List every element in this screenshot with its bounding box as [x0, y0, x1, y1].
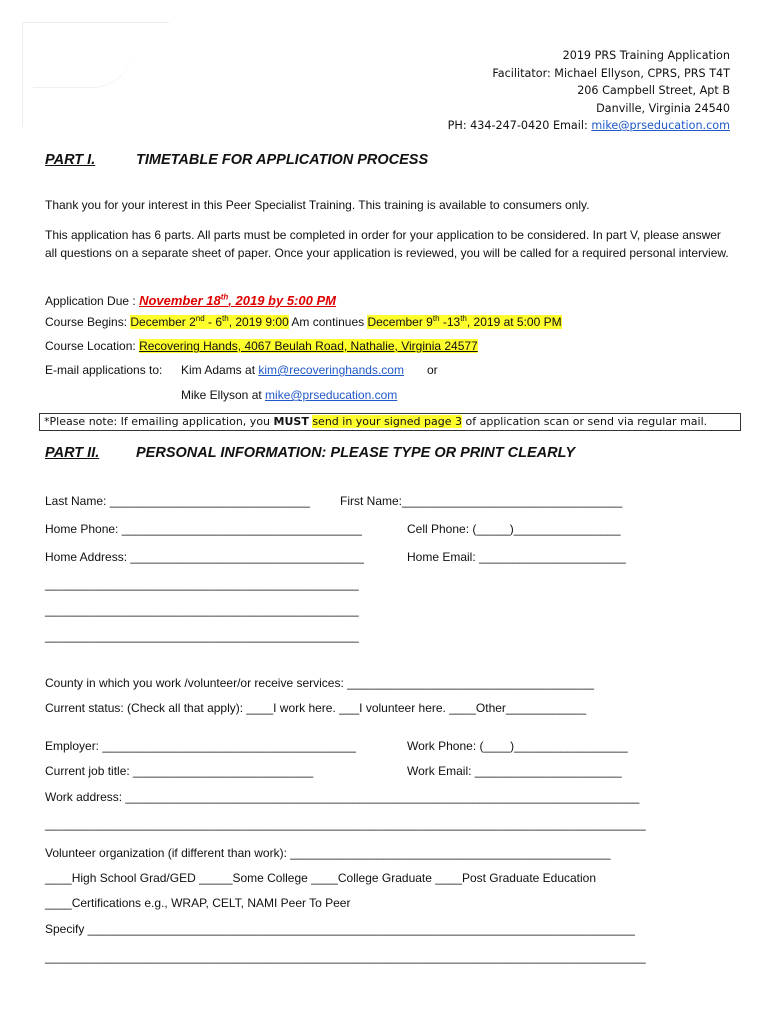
begins-e: -13 — [439, 315, 461, 329]
home-phone-field[interactable]: Home Phone: ____________________________________ — [45, 522, 362, 536]
certifications-field[interactable]: ____Certifications e.g., WRAP, CELT, NAMI Peer To Peer — [45, 896, 351, 910]
begins-f: , 2019 at 5:00 PM — [466, 315, 562, 329]
email-note-box — [39, 413, 741, 431]
education-checkboxes[interactable]: ____High School Grad/GED _____Some College ____College Graduate ____Post Graduate Education — [45, 871, 597, 885]
logo-curve-shape — [33, 47, 133, 88]
due-label: Application Due : — [45, 294, 140, 308]
contact1-name: Kim Adams at — [181, 363, 259, 377]
work-address-line2[interactable]: __________________________________________________________________________________________ — [45, 817, 646, 831]
work-phone-field[interactable]: Work Phone: (____)_________________ — [407, 739, 628, 753]
job-title-field[interactable]: Current job title: ___________________________ — [45, 764, 314, 778]
contact-kim — [181, 363, 404, 377]
letterhead-contact — [448, 117, 730, 135]
due-time: , 2019 by 5:00 PM — [228, 293, 336, 308]
last-name-field[interactable]: Last Name: ______________________________ — [45, 494, 310, 508]
part2-label: PART II. — [45, 445, 100, 461]
home-email-field[interactable]: Home Email: ______________________ — [407, 550, 626, 564]
email-label: E-mail applications to: — [45, 363, 163, 377]
letterhead-title: 2019 PRS Training Application — [562, 49, 730, 62]
kim-email-link[interactable]: kim@recoveringhands.com — [258, 363, 404, 377]
application-due — [45, 293, 336, 308]
location-value: Recovering Hands, 4067 Beulah Road, Nathalie, Virginia 24577 — [139, 339, 478, 353]
begins-mid: Am continues — [288, 315, 368, 329]
begins-b: - 6 — [204, 315, 223, 329]
letterhead-city: Danville, Virginia 24540 — [596, 101, 730, 115]
contact-mike — [181, 388, 397, 402]
county-field[interactable]: County in which you work /volunteer/or receive services: _____________________________________ — [45, 676, 595, 690]
begins-sup4: th — [460, 314, 467, 323]
course-location — [45, 339, 478, 353]
current-status-field[interactable]: Current status: (Check all that apply): ____I work here. ___I volunteer here. ____Other____________ — [45, 701, 587, 715]
part1-instructions: This application has 6 parts. All parts must be completed in order for your application to be considered. In part V, please answer all questions on a separate sheet of paper. Once your application is reviewed, you will be called for a required personal interview. — [45, 228, 729, 260]
part1-title: TIMETABLE FOR APPLICATION PROCESS — [136, 152, 429, 168]
note-must: MUST — [273, 415, 309, 428]
begins-date-range1 — [130, 315, 288, 329]
specify-line2[interactable]: __________________________________________________________________________________________ — [45, 950, 646, 964]
begins-label: Course Begins: — [45, 315, 131, 329]
note-highlight: send in your signed page 3 — [312, 415, 462, 428]
work-address-field[interactable]: Work address: _____________________________________________________________________________ — [45, 790, 640, 804]
due-sup: th — [220, 292, 229, 302]
note-text-a: *Please note: If emailing application, you — [44, 415, 274, 428]
work-email-field[interactable]: Work Email: ______________________ — [407, 764, 622, 778]
letterhead-email-link[interactable]: mike@prseducation.com — [591, 119, 730, 132]
address-line[interactable]: _______________________________________________ — [45, 603, 359, 617]
part1-intro: Thank you for your interest in this Peer Specialist Training. This training is available to consumers only. — [45, 198, 590, 212]
begins-sup2: th — [222, 314, 229, 323]
note-text-b: of application scan or send via regular mail. — [462, 415, 708, 428]
part2-heading — [45, 445, 576, 461]
contact-or: or — [427, 363, 438, 377]
begins-d: December 9 — [367, 315, 433, 329]
begins-sup1: nd — [195, 314, 205, 323]
part1-label: PART I. — [45, 152, 96, 168]
part1-heading — [45, 152, 429, 168]
address-line[interactable]: _______________________________________________ — [45, 629, 359, 643]
letterhead-phone: PH: 434-247-0420 Email: — [447, 119, 592, 132]
due-date-part: November 18 — [139, 293, 221, 308]
location-label: Course Location: — [45, 339, 140, 353]
address-line[interactable]: _______________________________________________ — [45, 577, 359, 591]
first-name-field[interactable]: First Name:_________________________________ — [340, 494, 623, 508]
cell-phone-field[interactable]: Cell Phone: (_____)________________ — [407, 522, 621, 536]
employer-field[interactable]: Employer: ______________________________________ — [45, 739, 356, 753]
specify-field[interactable]: Specify __________________________________________________________________________________ — [45, 922, 635, 936]
mike-email-link[interactable]: mike@prseducation.com — [265, 388, 398, 402]
letterhead-facilitator: Facilitator: Michael Ellyson, CPRS, PRS T4T — [492, 66, 730, 80]
begins-sup3: th — [432, 314, 440, 323]
contact2-name: Mike Ellyson at — [181, 388, 266, 402]
begins-date-range2 — [367, 315, 561, 329]
due-date — [139, 293, 336, 308]
begins-c: , 2019 9:00 — [228, 315, 289, 329]
letterhead-street: 206 Campbell Street, Apt B — [577, 84, 730, 97]
home-address-field[interactable]: Home Address: ___________________________________ — [45, 550, 364, 564]
logo-watermark — [22, 22, 169, 127]
email-applications — [45, 363, 162, 377]
begins-a: December 2 — [130, 315, 196, 329]
part2-title: PERSONAL INFORMATION: PLEASE TYPE OR PRINT CLEARLY — [136, 445, 576, 461]
letterhead — [448, 47, 730, 135]
volunteer-org-field[interactable]: Volunteer organization (if different than work): ________________________________________________ — [45, 846, 611, 860]
course-begins — [45, 315, 562, 329]
